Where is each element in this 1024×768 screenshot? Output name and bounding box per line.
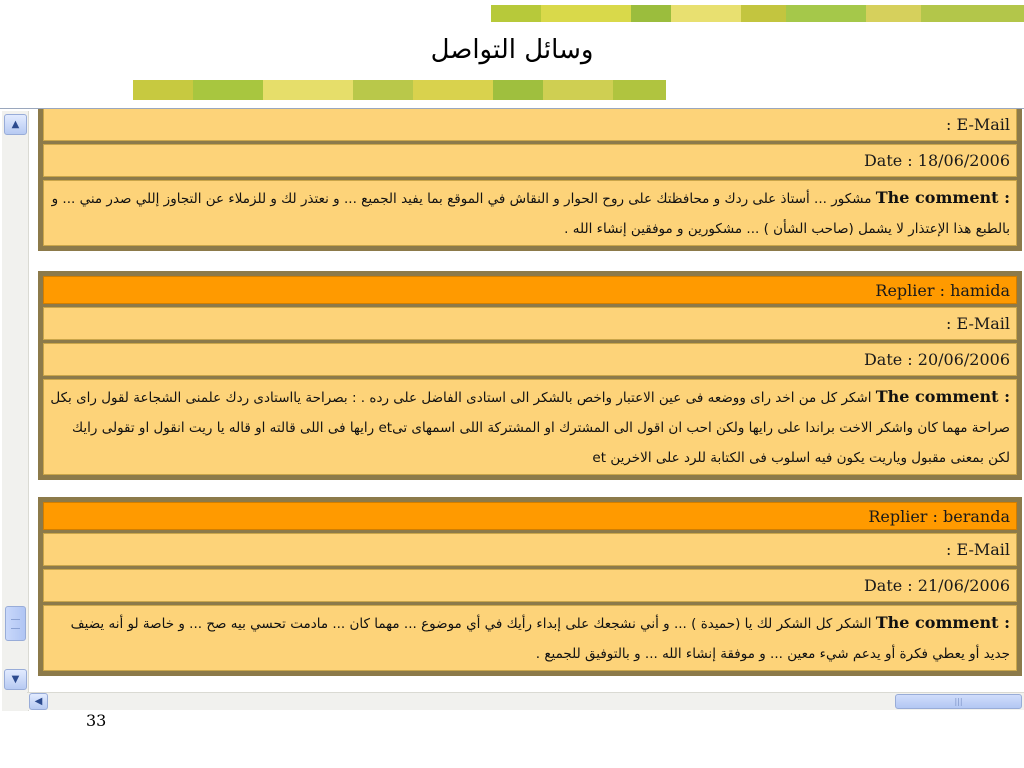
horizontal-scroll-thumb[interactable]: ||| — [895, 694, 1022, 709]
vertical-scrollbar[interactable] — [2, 111, 29, 711]
replier-row: Replier : hamida — [43, 276, 1017, 304]
scroll-down-icon[interactable]: ▼ — [4, 669, 27, 690]
scroll-up-icon[interactable]: ▲ — [4, 114, 27, 135]
comment-row: The comment : اشكر كل من اخد راى ووضعه فى عين الاعتبار واخص بالشكر الى استادى الفاضل على رده . : بصراحة يااستادى ردك علمنى الشجاعة لقول راى بكل صراحة مهما كان واشكر الاخت براندا على رايها ولكن احب ان اقول الى المشترك او المشتركة اللى اسمهاى تىet رايها فى اللى قالته او قاله يا ريت انقول او تقولى رايك لكن بمعنى مقبول وياريت يكون فيه اسلوب فى الكتابة للرد على الاخرين et — [43, 379, 1017, 475]
scroll-left-icon[interactable]: ◀ — [29, 693, 48, 710]
replier-row: Replier : beranda — [43, 502, 1017, 530]
comments-content — [34, 109, 1024, 689]
date-row: Date : 21/06/2006 — [43, 569, 1017, 602]
email-row: : E-Mail — [43, 307, 1017, 340]
browser-window — [0, 108, 1024, 711]
slide-title: وسائل التواصل — [430, 35, 594, 65]
comment-row: The comment : الشكر كل الشكر لك يا (حميدة ) ... و أني نشجعك على إبداء رأيك في أي موضوع ... مهما كان ... مادمت تحسي بيه صح ... و خاصة لو أنه يضيف جديد أو يعطي فكرة أو يدعم شيء معين ... و موفقة إنشاء الله ... و بالتوفيق للجميع . — [43, 605, 1017, 671]
comment-block-2 — [38, 271, 1022, 480]
comment-text: اشكر كل من اخد راى ووضعه فى عين الاعتبار واخص بالشكر الى استادى الفاضل على رده . : بصراحة يااستادى ردك علمنى الشجاعة لقول راى بكل صراحة مهما كان واشكر الاخت براندا على رايها ولكن احب ان اقول الى المشترك او المشتركة اللى اسمهاى تىet رايها فى اللى قالته او قاله يا ريت انقول او تقولى رايك لكن بمعنى مقبول وياريت يكون فيه اسلوب فى الكتابة للرد على الاخرين et — [50, 390, 1010, 466]
page-number: 33 — [86, 711, 107, 730]
vertical-scroll-thumb[interactable] — [5, 606, 26, 641]
comment-block-3 — [38, 497, 1022, 676]
comment-block-1 — [38, 108, 1022, 251]
comment-row: The comment : مشكور ... أستاذ على ردك و محافظتك على روح الحوار و النقاش في الموقع بما يفيد الجميع ... و نعتذر لك و للزملاء عن التجاوز إللي صدر مني ... و بالطبع هذا الإعتذار لا يشمل (صاحب الشأن ) ... مشكورين و موفقين إنشاء الله . — [43, 180, 1017, 246]
decorative-strip-top — [491, 5, 1024, 22]
decorative-strip-bottom — [133, 80, 666, 100]
date-row: Date : 20/06/2006 — [43, 343, 1017, 376]
comment-text: مشكور ... أستاذ على ردك و محافظتك على روح الحوار و النقاش في الموقع بما يفيد الجميع ... و نعتذر لك و للزملاء عن التجاوز إللي صدر مني ... و بالطبع هذا الإعتذار لا يشمل (صاحب الشأن ) ... مشكورين و موفقين إنشاء الله . — [51, 191, 1010, 237]
email-row: : E-Mail — [43, 533, 1017, 566]
email-row: : E-Mail — [43, 108, 1017, 141]
horizontal-scrollbar[interactable] — [27, 692, 1024, 710]
date-row: Date : 18/06/2006 — [43, 144, 1017, 177]
comment-text: الشكر كل الشكر لك يا (حميدة ) ... و أني نشجعك على إبداء رأيك في أي موضوع ... مهما كان ... مادمت تحسي بيه صح ... و خاصة لو أنه يضيف جديد أو يعطي فكرة أو يدعم شيء معين ... و موفقة إنشاء الله ... و بالتوفيق للجميع . — [70, 616, 1010, 662]
